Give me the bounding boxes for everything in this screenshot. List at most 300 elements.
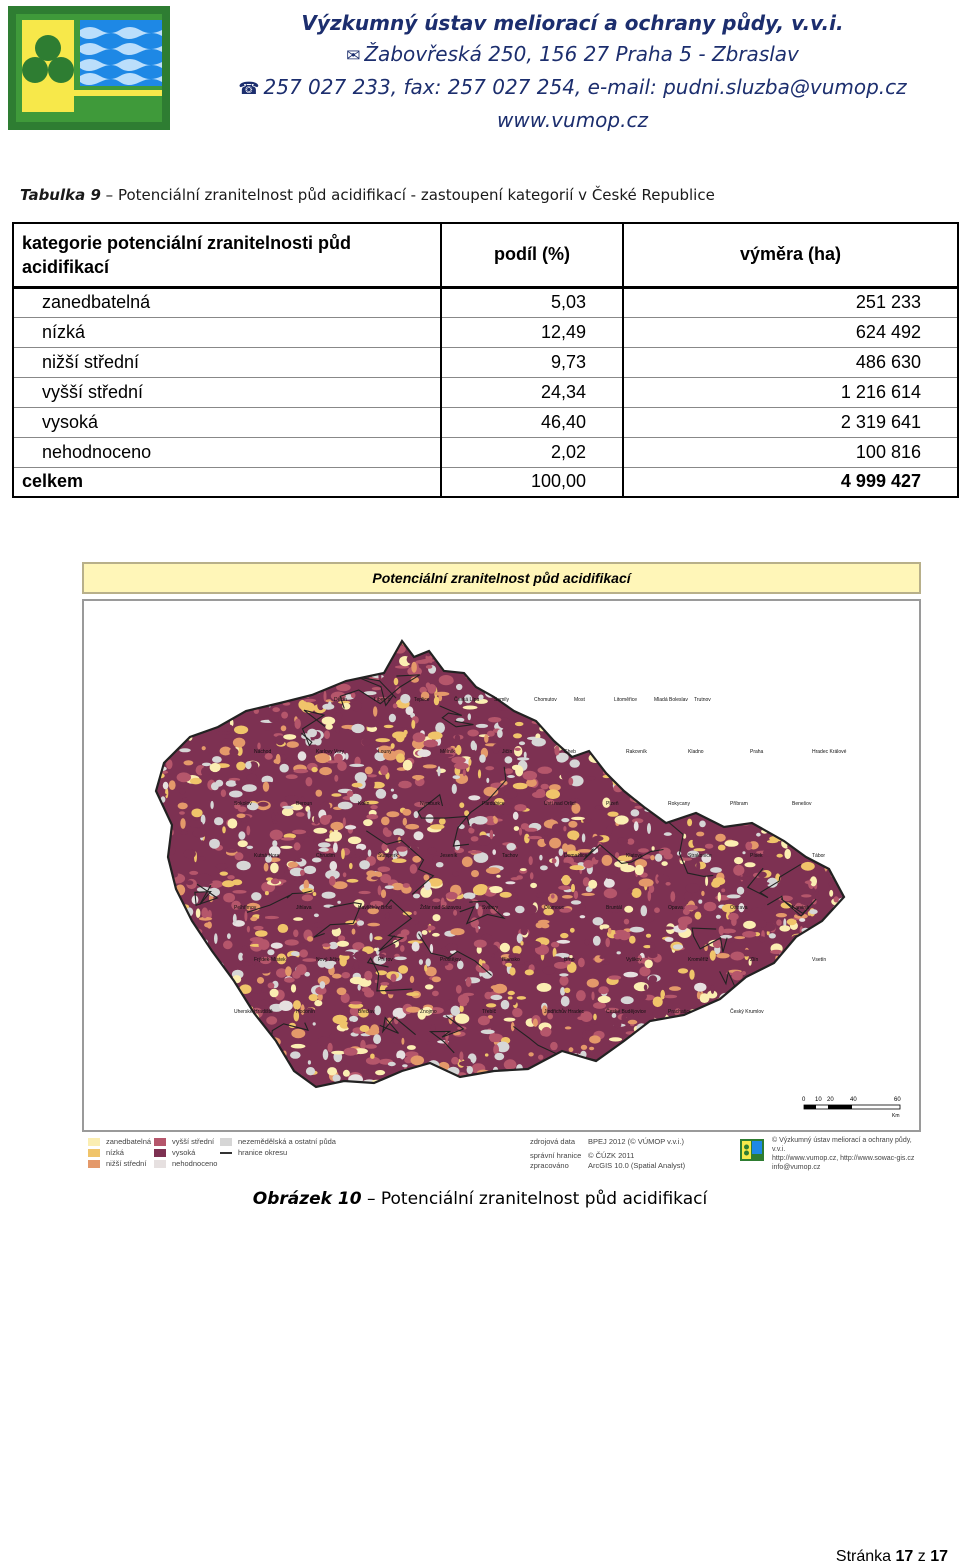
map-texture-patch bbox=[316, 679, 327, 687]
map-texture-patch bbox=[649, 975, 658, 983]
map-texture-patch bbox=[342, 972, 351, 978]
map-texture-patch bbox=[468, 1078, 473, 1086]
map-texture-patch bbox=[349, 764, 364, 767]
map-texture-patch bbox=[685, 1030, 693, 1035]
map-texture-patch bbox=[666, 717, 673, 721]
table-caption-text: Potenciální zranitelnost půd acidifikací - zastoupení kategorií v České Republice bbox=[117, 186, 715, 204]
map-texture-patch bbox=[281, 725, 287, 731]
map-texture-patch bbox=[830, 940, 839, 948]
map-texture-patch bbox=[736, 1040, 747, 1045]
map-texture-patch bbox=[694, 771, 705, 778]
map-texture-patch bbox=[820, 790, 823, 794]
map-texture-patch bbox=[559, 973, 568, 976]
map-texture-patch bbox=[476, 724, 488, 728]
map-texture-patch bbox=[739, 687, 753, 697]
map-texture-patch bbox=[214, 1022, 221, 1027]
map-texture-patch bbox=[350, 936, 356, 944]
map-texture-patch bbox=[215, 1067, 229, 1075]
map-texture-patch bbox=[716, 953, 729, 958]
map-texture-patch bbox=[154, 872, 158, 878]
map-texture-patch bbox=[737, 887, 744, 895]
map-texture-patch bbox=[715, 768, 730, 775]
map-texture-patch bbox=[230, 1023, 234, 1027]
map-texture-patch bbox=[367, 923, 380, 927]
map-texture-patch bbox=[826, 1011, 833, 1018]
map-texture-patch bbox=[214, 933, 218, 944]
map-texture-patch bbox=[459, 1051, 463, 1061]
map-texture-patch bbox=[756, 833, 761, 837]
map-texture-patch bbox=[724, 812, 734, 818]
map-texture-patch bbox=[539, 855, 542, 861]
map-texture-patch bbox=[624, 659, 635, 669]
map-texture-patch bbox=[666, 718, 679, 725]
map-texture-patch bbox=[822, 838, 830, 842]
map-texture-patch bbox=[833, 660, 838, 668]
map-texture-patch bbox=[784, 1007, 793, 1013]
map-texture-patch bbox=[426, 665, 433, 669]
legend-swatch bbox=[220, 1138, 232, 1146]
map-texture-patch bbox=[451, 757, 465, 764]
map-texture-patch bbox=[403, 883, 410, 888]
map-texture-patch bbox=[341, 848, 345, 859]
map-texture-patch bbox=[583, 680, 591, 689]
map-texture-patch bbox=[466, 1078, 479, 1083]
map-texture-patch bbox=[685, 883, 700, 893]
map-texture-patch bbox=[214, 641, 227, 646]
map-texture-patch bbox=[626, 704, 631, 712]
map-texture-patch bbox=[623, 972, 638, 978]
district-label: Kladno bbox=[688, 749, 704, 755]
map-texture-patch bbox=[828, 766, 841, 776]
map-texture-patch bbox=[277, 1065, 289, 1072]
map-texture-patch bbox=[813, 692, 823, 696]
district-boundary bbox=[719, 781, 780, 817]
map-texture-patch bbox=[485, 766, 494, 770]
page-total: 17 bbox=[930, 1548, 948, 1565]
map-texture-patch bbox=[520, 868, 527, 871]
map-texture-patch bbox=[384, 725, 394, 728]
map-texture-patch bbox=[519, 828, 522, 836]
map-texture-patch bbox=[562, 710, 577, 717]
district-boundary bbox=[217, 1024, 258, 1050]
map-texture-patch bbox=[505, 881, 515, 884]
map-texture-patch bbox=[817, 740, 823, 746]
map-texture-patch bbox=[359, 891, 371, 894]
map-texture-patch bbox=[345, 652, 356, 662]
map-texture-patch bbox=[659, 848, 671, 856]
map-texture-patch bbox=[723, 666, 731, 671]
map-texture-patch bbox=[697, 991, 700, 999]
map-texture-patch bbox=[278, 924, 289, 933]
map-texture-patch bbox=[255, 1039, 264, 1047]
map-texture-patch bbox=[503, 1074, 512, 1083]
map-texture-patch bbox=[365, 1044, 377, 1049]
legend-label: hranice okresu bbox=[238, 1148, 288, 1157]
map-texture-patch bbox=[249, 1035, 257, 1039]
map-texture-patch bbox=[737, 1002, 746, 1006]
map-texture-patch bbox=[689, 970, 694, 980]
map-texture-patch bbox=[759, 1052, 763, 1061]
map-texture-patch bbox=[754, 762, 761, 768]
map-texture-patch bbox=[157, 817, 169, 828]
map-texture-patch bbox=[345, 753, 349, 760]
map-texture-patch bbox=[708, 1067, 712, 1072]
map-texture-patch bbox=[807, 772, 821, 775]
table-total-row bbox=[13, 467, 958, 497]
map-texture-patch bbox=[847, 1059, 850, 1067]
map-texture-patch bbox=[339, 951, 354, 956]
district-label: Česká Lípa bbox=[454, 697, 480, 703]
map-texture-patch bbox=[664, 832, 672, 836]
map-texture-patch bbox=[660, 794, 664, 797]
map-texture-patch bbox=[370, 659, 378, 663]
map-texture-patch bbox=[756, 732, 769, 735]
map-texture-patch bbox=[701, 653, 715, 663]
map-texture-patch bbox=[851, 1079, 855, 1085]
map-texture-patch bbox=[451, 1057, 459, 1065]
map-texture-patch bbox=[516, 1085, 529, 1095]
map-texture-patch bbox=[300, 870, 305, 876]
map-texture-patch bbox=[304, 866, 316, 874]
map-texture-patch bbox=[836, 761, 846, 767]
map-texture-patch bbox=[350, 1001, 362, 1004]
map-texture-patch bbox=[432, 976, 441, 982]
map-texture-patch bbox=[571, 900, 581, 904]
map-texture-patch bbox=[391, 789, 394, 792]
map-texture-patch bbox=[589, 1047, 594, 1050]
map-texture-patch bbox=[583, 702, 589, 709]
map-texture-patch bbox=[616, 722, 619, 725]
district-label: Šumperk bbox=[378, 853, 399, 859]
map-texture-patch bbox=[555, 723, 559, 729]
map-texture-patch bbox=[242, 954, 247, 960]
map-texture-patch bbox=[839, 862, 847, 866]
table-row bbox=[13, 287, 958, 317]
map-texture-patch bbox=[594, 868, 603, 874]
map-texture-patch bbox=[484, 1075, 493, 1079]
map-texture-patch bbox=[598, 661, 611, 668]
map-texture-patch bbox=[357, 920, 364, 926]
district-label: Vsetín bbox=[812, 957, 827, 963]
map-texture-patch bbox=[736, 672, 741, 683]
map-texture-patch bbox=[793, 1021, 800, 1029]
map-texture-patch bbox=[178, 957, 183, 964]
map-texture-patch bbox=[774, 1072, 777, 1078]
legend-line bbox=[220, 1152, 232, 1154]
map-texture-patch bbox=[799, 777, 803, 787]
map-texture-patch bbox=[331, 1051, 345, 1055]
map-texture-patch bbox=[244, 1032, 250, 1042]
map-texture-patch bbox=[617, 837, 628, 845]
map-texture-patch bbox=[795, 1049, 799, 1059]
map-texture-patch bbox=[624, 906, 633, 913]
map-texture-patch bbox=[313, 1022, 316, 1025]
map-texture-patch bbox=[190, 1075, 204, 1080]
map-texture-patch bbox=[739, 673, 745, 678]
map-texture-patch bbox=[802, 994, 816, 1000]
credit-line[interactable]: http://www.vumop.cz, http://www.sowac-gis.cz bbox=[772, 1155, 915, 1162]
map-texture-patch bbox=[604, 763, 608, 767]
map-texture-patch bbox=[172, 992, 178, 1003]
district-boundary bbox=[813, 738, 865, 777]
map-texture-patch bbox=[784, 770, 796, 774]
district-label: Třebíč bbox=[482, 1009, 497, 1015]
map-texture-patch bbox=[217, 720, 220, 726]
map-texture-patch bbox=[435, 722, 445, 733]
map-texture-patch bbox=[779, 1035, 782, 1040]
map-texture-patch bbox=[154, 1011, 158, 1021]
district-label: Most bbox=[574, 697, 585, 703]
map-texture-patch bbox=[831, 698, 840, 702]
map-texture-patch bbox=[520, 673, 533, 679]
map-texture-patch bbox=[614, 645, 628, 653]
map-texture-patch bbox=[820, 793, 829, 801]
map-texture-patch bbox=[737, 674, 746, 679]
map-texture-patch bbox=[804, 1017, 811, 1024]
map-texture-patch bbox=[604, 739, 612, 743]
map-texture-patch bbox=[494, 1053, 504, 1060]
map-texture-patch bbox=[800, 768, 807, 772]
map-texture-patch bbox=[710, 757, 717, 767]
map-texture-patch bbox=[150, 845, 158, 853]
district-label: Pelhřimov bbox=[234, 905, 257, 911]
map-texture-patch bbox=[217, 663, 225, 667]
map-texture-patch bbox=[270, 989, 279, 998]
map-texture-patch bbox=[183, 1055, 188, 1058]
map-texture-patch bbox=[291, 984, 296, 992]
map-texture-patch bbox=[407, 1045, 416, 1050]
map-texture-patch bbox=[770, 724, 783, 728]
district-label: Kutná Hora bbox=[254, 853, 280, 859]
map-texture-patch bbox=[573, 640, 587, 645]
map-texture-patch bbox=[724, 675, 736, 679]
map-texture-patch bbox=[650, 942, 655, 951]
map-texture-patch bbox=[182, 710, 195, 717]
map-texture-patch bbox=[493, 817, 498, 824]
map-texture-patch bbox=[692, 771, 704, 780]
map-texture-patch bbox=[233, 1083, 246, 1088]
district-label: Český Krumlov bbox=[730, 1009, 764, 1015]
map-texture-patch bbox=[434, 692, 449, 696]
map-texture-patch bbox=[187, 672, 202, 677]
map-texture-patch bbox=[177, 772, 191, 782]
map-texture-patch bbox=[295, 858, 302, 862]
map-texture-patch bbox=[214, 817, 223, 825]
map-texture-patch bbox=[404, 771, 418, 774]
district-label: Beroun bbox=[296, 801, 313, 807]
map-texture-patch bbox=[653, 809, 662, 814]
map-texture-patch bbox=[163, 982, 174, 988]
map-texture-patch bbox=[704, 793, 711, 803]
map-texture-patch bbox=[687, 819, 692, 827]
map-texture-patch bbox=[170, 1034, 183, 1040]
map-texture-patch bbox=[811, 928, 824, 936]
map-texture-patch bbox=[287, 1082, 300, 1091]
map-texture-patch bbox=[274, 647, 277, 656]
map-texture-patch bbox=[264, 863, 269, 872]
map-texture-patch bbox=[228, 649, 232, 658]
total-category: celkem bbox=[22, 471, 84, 492]
map-texture-patch bbox=[848, 757, 859, 763]
map-texture-patch bbox=[548, 642, 555, 651]
map-texture-patch bbox=[259, 913, 265, 921]
map-texture-patch bbox=[489, 1076, 500, 1085]
map-texture-patch bbox=[152, 701, 157, 705]
header-category: kategorie potenciální zranitelnosti půd acidifikací bbox=[13, 223, 441, 287]
map-texture-patch bbox=[705, 876, 708, 886]
map-texture-patch bbox=[825, 708, 839, 712]
map-texture-patch bbox=[181, 675, 190, 685]
map-texture-patch bbox=[414, 831, 424, 840]
map-texture-patch bbox=[672, 704, 677, 709]
map-texture-patch bbox=[742, 1030, 748, 1036]
map-texture-patch bbox=[759, 882, 770, 885]
map-texture-patch bbox=[194, 999, 209, 1006]
map-texture-patch bbox=[150, 682, 165, 691]
map-texture-patch bbox=[173, 957, 185, 961]
map-texture-patch bbox=[538, 670, 543, 679]
institute-contacts: 257 027 233, fax: 257 027 254, e-mail: pudni.sluzba@vumop.cz bbox=[263, 75, 907, 99]
map-texture-patch bbox=[455, 735, 461, 742]
map-texture-patch bbox=[768, 697, 781, 705]
map-texture-patch bbox=[771, 766, 785, 773]
map-texture-patch bbox=[727, 720, 733, 728]
map-texture-patch bbox=[242, 946, 248, 952]
map-texture-patch bbox=[525, 655, 529, 665]
map-texture-patch bbox=[615, 815, 629, 824]
map-texture-patch bbox=[489, 886, 503, 893]
map-texture-patch bbox=[836, 787, 851, 794]
map-texture-patch bbox=[316, 790, 323, 797]
map-texture-patch bbox=[650, 1067, 661, 1071]
map-texture-patch bbox=[509, 967, 515, 975]
map-texture-patch bbox=[355, 849, 363, 857]
map-texture-patch bbox=[749, 735, 757, 743]
map-texture-patch bbox=[487, 945, 498, 954]
map-texture-patch bbox=[801, 862, 815, 871]
district-boundary bbox=[645, 710, 684, 765]
map-texture-patch bbox=[238, 702, 250, 707]
map-texture-patch bbox=[614, 706, 626, 715]
map-texture-patch bbox=[237, 1061, 246, 1064]
district-label: Zlín bbox=[750, 957, 759, 963]
map-texture-patch bbox=[842, 643, 852, 648]
map-texture-patch bbox=[374, 1006, 381, 1016]
map-texture-patch bbox=[304, 699, 316, 702]
map-texture-patch bbox=[808, 988, 812, 997]
map-texture-patch bbox=[549, 838, 561, 849]
map-texture-patch bbox=[817, 795, 825, 801]
district-label: Jičín bbox=[502, 749, 513, 755]
map-texture-patch bbox=[715, 1048, 720, 1059]
map-texture-patch bbox=[705, 844, 713, 849]
map-texture-patch bbox=[471, 836, 479, 841]
map-texture-patch bbox=[821, 694, 825, 705]
map-texture-patch bbox=[212, 756, 222, 763]
map-texture-patch bbox=[176, 1069, 181, 1080]
institute-address: Žabovřeská 250, 156 27 Praha 5 - Zbraslav bbox=[364, 42, 799, 66]
map-texture-patch bbox=[616, 763, 621, 768]
legend-label: zanedbatelná bbox=[106, 1137, 152, 1146]
map-texture-patch bbox=[607, 888, 614, 898]
district-boundary bbox=[183, 976, 223, 990]
map-texture-patch bbox=[333, 647, 340, 651]
map-texture-patch bbox=[627, 660, 636, 665]
map-texture-patch bbox=[386, 811, 399, 817]
map-texture-patch bbox=[219, 1080, 224, 1089]
legend-label: vysoká bbox=[172, 1148, 196, 1157]
map-texture-patch bbox=[260, 1079, 264, 1090]
map-texture-patch bbox=[330, 1033, 336, 1040]
map-texture-patch bbox=[536, 892, 550, 898]
institute-web[interactable]: www.vumop.cz bbox=[497, 108, 648, 132]
map-texture-patch bbox=[841, 1042, 854, 1046]
map-texture-patch bbox=[580, 915, 586, 918]
map-texture-patch bbox=[630, 1065, 634, 1073]
district-label: Břeclav bbox=[358, 1009, 375, 1015]
map-texture-patch bbox=[724, 789, 738, 798]
map-texture-patch bbox=[636, 770, 649, 778]
map-texture-patch bbox=[794, 781, 801, 790]
map-texture-patch bbox=[179, 788, 185, 794]
map-texture-patch bbox=[740, 672, 753, 677]
map-texture-patch bbox=[152, 922, 167, 927]
map-texture-patch bbox=[540, 657, 547, 667]
map-texture-patch bbox=[240, 1081, 249, 1086]
map-texture-patch bbox=[500, 806, 513, 815]
map-texture-patch bbox=[833, 904, 846, 914]
map-texture-patch bbox=[806, 736, 812, 746]
legend-item bbox=[88, 1159, 151, 1170]
map-texture-patch bbox=[849, 858, 857, 866]
map-texture-patch bbox=[590, 1072, 599, 1081]
map-texture-patch bbox=[819, 1065, 831, 1072]
map-texture-patch bbox=[171, 1044, 175, 1049]
map-texture-patch bbox=[392, 944, 396, 948]
credit-line[interactable]: info@vumop.cz bbox=[772, 1164, 821, 1171]
map-texture-patch bbox=[314, 914, 319, 918]
map-texture-patch bbox=[373, 1034, 381, 1044]
map-texture-patch bbox=[836, 961, 847, 968]
map-texture-patch bbox=[286, 956, 299, 965]
map-texture-patch bbox=[609, 1037, 622, 1041]
map-texture-patch bbox=[793, 1016, 799, 1020]
map-texture-patch bbox=[701, 911, 709, 915]
map-texture-patch bbox=[468, 850, 482, 854]
map-texture-patch bbox=[453, 871, 459, 876]
map-texture-patch bbox=[184, 989, 189, 995]
map-texture-patch bbox=[747, 670, 759, 679]
map-texture-patch bbox=[839, 1051, 852, 1062]
map-texture-patch bbox=[286, 774, 298, 779]
map-texture-patch bbox=[236, 780, 239, 784]
map-texture-patch bbox=[453, 775, 461, 779]
map-texture-patch bbox=[699, 821, 706, 828]
row-category: vysoká bbox=[13, 407, 441, 437]
map-texture-patch bbox=[619, 1048, 633, 1053]
map-texture-patch bbox=[270, 830, 283, 840]
map-texture-patch bbox=[817, 997, 831, 1007]
map-texture-patch bbox=[503, 667, 516, 673]
map-texture-patch bbox=[618, 715, 628, 720]
map-texture-patch bbox=[812, 934, 826, 943]
map-texture-patch bbox=[295, 719, 301, 730]
map-texture-patch bbox=[375, 1070, 385, 1075]
map-texture-patch bbox=[615, 930, 627, 934]
map-texture-patch bbox=[500, 892, 512, 898]
map-texture-patch bbox=[581, 893, 594, 896]
map-texture-patch bbox=[828, 846, 842, 852]
